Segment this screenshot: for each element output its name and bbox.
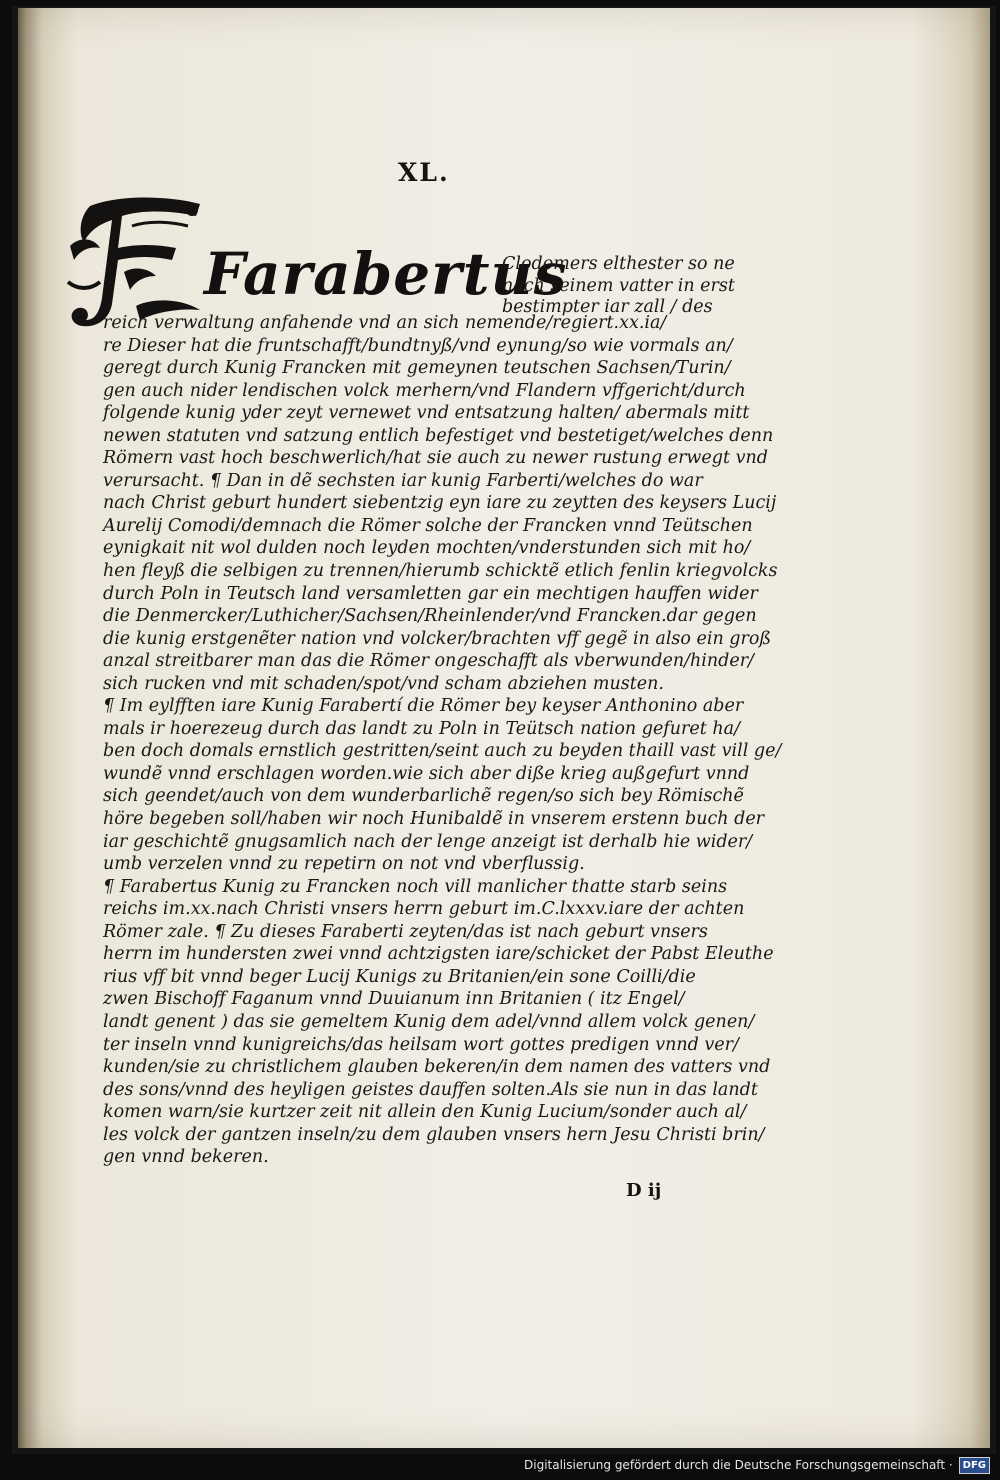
text-line: nach Christ geburt hundert siebentzig eyn iare zu zeytten des keysers Lucij: [103, 493, 777, 514]
signature-mark: D ij: [626, 1180, 662, 1201]
text-line: ¶ Im eylfften iare Kunig Farabertí die Römer bey keyser Anthonino aber: [103, 696, 744, 717]
chapter-heading: Farabertus: [204, 240, 568, 308]
text-line: reich verwaltung anfahende vnd an sich nemende/regiert.xx.ia/: [103, 313, 667, 333]
text-line: landt genent ) das sie gemeltem Kunig dem adel/vnnd allem volck genen/: [103, 1011, 755, 1032]
folio-number: XL.: [398, 158, 450, 187]
text-line: newen statuten vnd satzung entlich befestiget vnd bestetiget/welches denn: [103, 425, 774, 446]
text-line: mals ir hoerezeug durch das landt zu Poln in Teütsch nation gefuret ha/: [103, 718, 740, 739]
dfg-logo-icon: DFG: [959, 1457, 990, 1474]
text-line: herrn im hundersten zwei vnnd achtzigsten iare/schicket der Pabst Eleuthe: [103, 944, 774, 965]
text-line: Römern vast hoch beschwerlich/hat sie auch zu newer rustung erwegt vnd: [103, 448, 768, 469]
text-line: die Denmercker/Luthicher/Sachsen/Rheinlender/vnd Francken.dar gegen: [103, 606, 757, 627]
text-line: ¶ Farabertus Kunig zu Francken noch vill manlicher thatte starb seins: [103, 876, 728, 897]
text-line: höre begeben soll/haben wir noch Hunibaldẽ in vnserem erstenn buch der: [103, 809, 765, 830]
text-line: die kunig erstgenẽter nation vnd volcker/brachten vff gegẽ in also ein groß: [103, 628, 772, 649]
text-line: nach seinem vatter in erst: [502, 275, 735, 296]
text-line: wundẽ vnnd erschlagen worden.wie sich aber diße krieg außgefurt vnnd: [103, 763, 750, 784]
text-line: hen fleyß die selbigen zu trennen/hierumb schicktẽ etlich fenlin kriegvolcks: [103, 561, 778, 582]
text-line: zwen Bischoff Faganum vnnd Duuianum inn Britanien ( itz Engel/: [103, 989, 685, 1010]
footer-credit: [524, 1454, 990, 1476]
text-line: des sons/vnnd des heyligen geistes dauffen solten.Als sie nun in das landt: [103, 1079, 758, 1100]
text-line: bestimpter iar zall / des: [502, 297, 713, 317]
body-text-block: [103, 312, 782, 1169]
text-line: Clodomers elthester so ne: [502, 254, 735, 274]
text-line: folgende kunig yder zeyt vernewet vnd entsatzung halten/ abermals mitt: [103, 403, 750, 424]
footer-text: Digitalisierung gefördert durch die Deutsche Forschungsgemeinschaft ·: [524, 1458, 953, 1472]
text-line: Aurelij Comodi/demnach die Römer solche der Francken vnnd Teütschen: [103, 515, 753, 536]
text-line: durch Poln in Teutsch land versamletten gar ein mechtigen hauffen wider: [103, 583, 758, 604]
text-line: ter inseln vnnd kunigreichs/das heilsam wort gottes predigen vnnd ver/: [103, 1034, 739, 1055]
text-line: anzal streitbarer man das die Römer ongeschafft als vberwunden/hinder/: [103, 651, 754, 672]
text-line: les volck der gantzen inseln/zu dem glauben vnsers hern Jesu Christi brin/: [103, 1124, 765, 1145]
text-line: Römer zale. ¶ Zu dieses Faraberti zeyten/das ist nach geburt vnsers: [103, 921, 708, 942]
text-line: sich rucken vnd mit schaden/spot/vnd scham abziehen musten.: [103, 673, 664, 694]
text-line: gen vnnd bekeren.: [103, 1147, 269, 1168]
text-line: reichs im.xx.nach Christi vnsers herrn geburt im.C.lxxxv.iare der achten: [103, 899, 745, 920]
text-line: kunden/sie zu christlichem glauben bekeren/in dem namen des vatters vnd: [103, 1057, 771, 1078]
text-line: eynigkait nit wol dulden noch leyden mochten/vnderstunden sich mit ho/: [103, 538, 751, 559]
text-line: ben doch domals ernstlich gestritten/seint auch zu beyden thaill vast vill ge/: [103, 741, 782, 762]
intro-text-block: [502, 254, 742, 319]
text-line: geregt durch Kunig Francken mit gemeynen teutschen Sachsen/Turin/: [103, 358, 731, 379]
text-line: gen auch nider lendischen volck merhern/vnd Flandern vffgericht/durch: [103, 380, 746, 401]
text-line: sich geendet/auch von dem wunderbarlichẽ regen/so sich bey Römischẽ: [103, 786, 744, 807]
text-line: komen warn/sie kurtzer zeit nit allein den Kunig Lucium/sonder auch al/: [103, 1102, 747, 1123]
text-line: umb verzelen vnnd zu repetirn on not vnd vberflussig.: [103, 854, 585, 875]
text-line: iar geschichtẽ gnugsamlich nach der lenge anzeigt ist derhalb hie wider/: [103, 831, 753, 852]
text-line: re Dieser hat die fruntschafft/bundtnyß/vnd eynung/so wie vormals an/: [103, 335, 733, 356]
text-line: verursacht. ¶ Dan in dẽ sechsten iar kunig Farberti/welches do war: [103, 470, 703, 491]
text-line: rius vff bit vnnd beger Lucij Kunigs zu Britanien/ein sone Coilli/die: [103, 966, 696, 987]
